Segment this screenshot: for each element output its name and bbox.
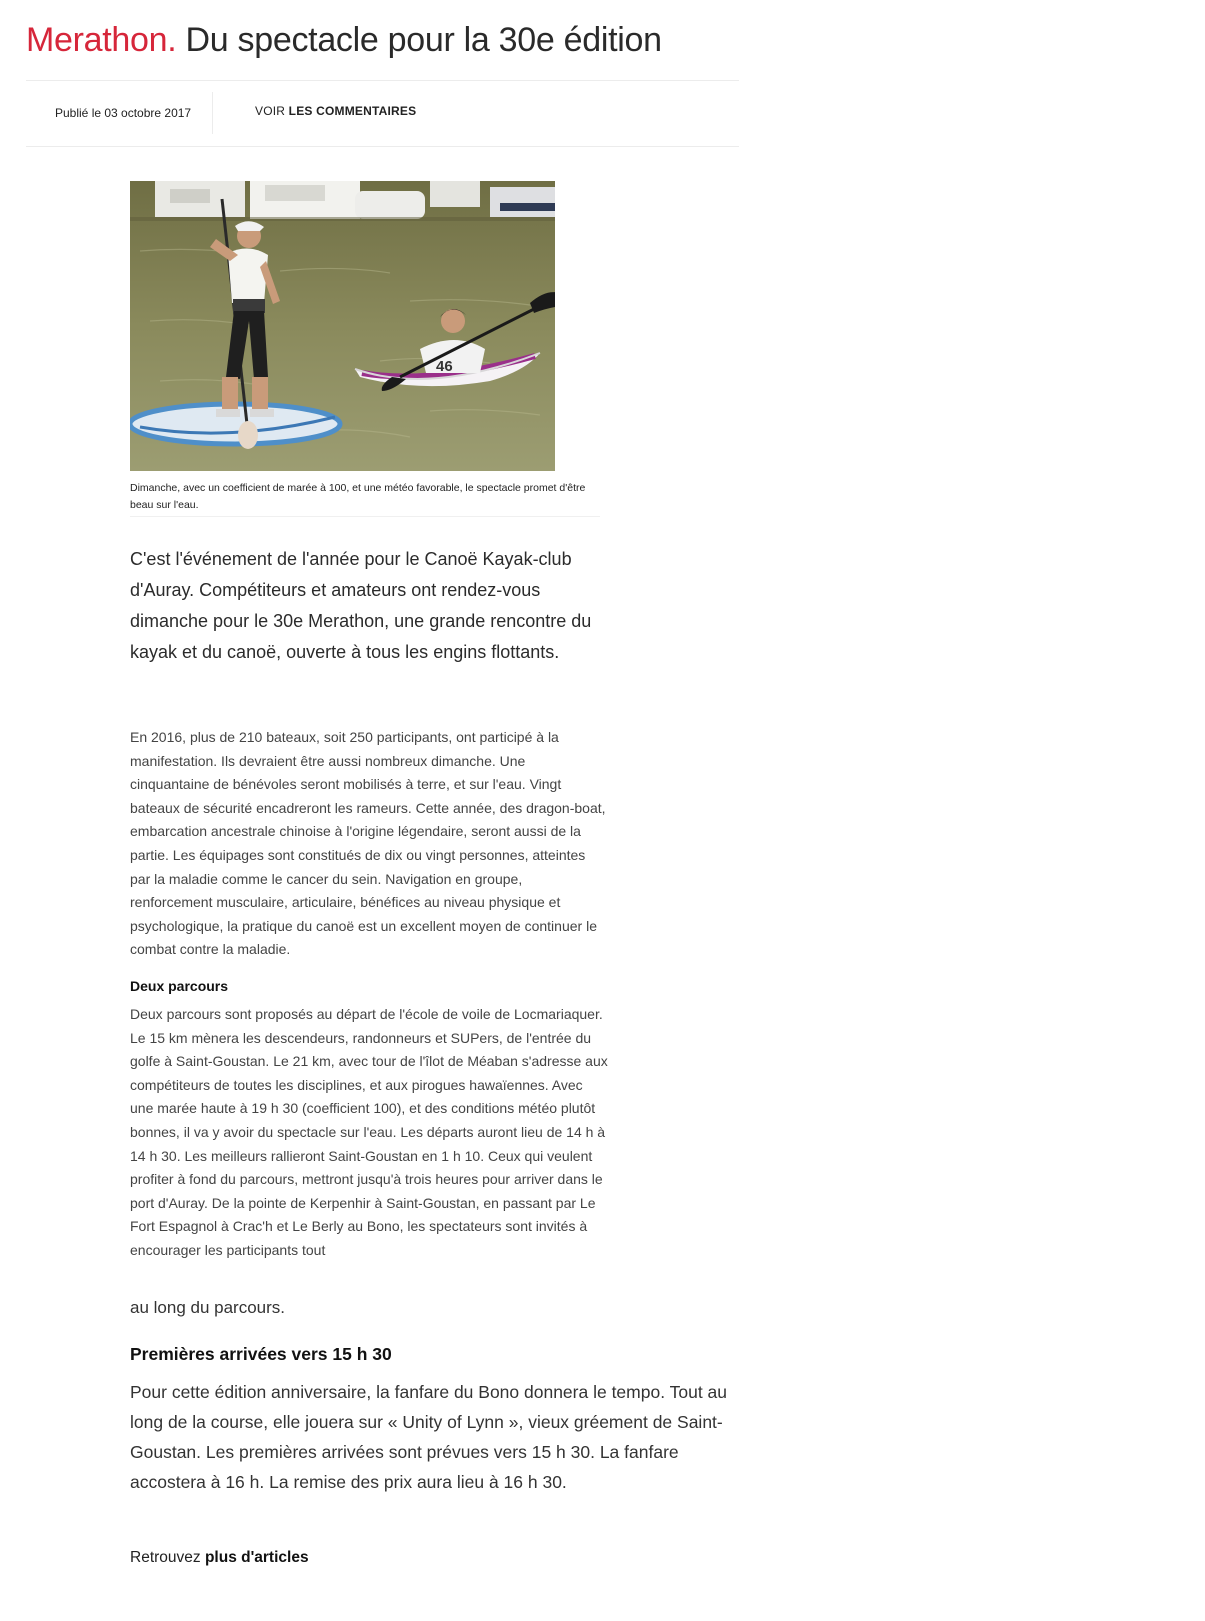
more-articles: [130, 1549, 309, 1567]
subheading-premieres-arrivees: Premières arrivées vers 15 h 30: [130, 1344, 392, 1364]
meta-separator: [212, 92, 213, 134]
subheading-deux-parcours: Deux parcours: [130, 978, 229, 994]
publish-date: Publié le 03 octobre 2017: [55, 106, 192, 120]
view-comments-link[interactable]: [255, 104, 416, 118]
comments-prefix: VOIR: [255, 104, 289, 118]
kayak-bib-number: 46: [436, 358, 453, 375]
body-paragraph-3: Pour cette édition anniversaire, la fanfare du Bono donnera le tempo. Tout au long de la course, elle jouera sur « Unity of Lynn », vieux gréement de Saint-Goustan. Les premières arrivées sont prévues vers 15 h 30. La fanfare accostera à 16 h. La remise des prix aura lieu à 16 h 30.: [130, 1382, 728, 1492]
comments-label: LES COMMENTAIRES: [288, 104, 417, 118]
meta-divider-top: [26, 80, 739, 81]
photo-caption: Dimanche, avec un coefficient de marée à 100, et une météo favorable, le spectacle promet d'être beau sur l'eau.: [130, 482, 586, 511]
article-photo: [130, 181, 555, 471]
title-kicker: Merathon.: [26, 21, 177, 59]
body-paragraph-1: En 2016, plus de 210 bateaux, soit 250 participants, ont participé à la manifestation. Ils devraient être aussi nombreux dimanche. Une cinquantaine de bénévoles seront mobilisés à terre, et sur l'eau. Vingt bateaux de sécurité encadreront les rameurs. Cette année, des dragon-boat, embarcation ancestrale chinoise à l'origine légendaire, seront aussi de la partie. Les équipages sont constitués de dix ou vingt personnes, atteintes par la maladie comme le cancer du sein. Navigation en groupe, renforcement musculaire, articulaire, bénéfices au niveau physique et psychologique, la pratique du canoë est un excellent moyen de continuer le combat contre la maladie.: [130, 729, 606, 958]
article-lead: C'est l'événement de l'année pour le Canoë Kayak-club d'Auray. Compétiteurs et amateurs ont rendez-vous dimanche pour le 30e Merathon, une grande rencontre du kayak et du canoë, ouverte à tous les engins flottants.: [130, 549, 592, 662]
more-articles-link[interactable]: plus d'articles: [204, 1549, 309, 1566]
title-text: Du spectacle pour la 30e édition: [185, 21, 662, 59]
article-title: [26, 18, 662, 62]
body-paragraph-2: Deux parcours sont proposés au départ de l'école de voile de Locmariaquer. Le 15 km mènera les descendeurs, randonneurs et SUPers, de l'entrée du golfe à Saint-Goustan. Le 21 km, avec tour de l'îlot de Méaban s'adresse aux compétiteurs de toutes les disciplines, et aux pirogues hawaïennes. Avec une marée haute à 19 h 30 (coefficient 100), et des conditions météo plutôt bonnes, il va y avoir du spectacle sur l'eau. Les départs auront lieu de 14 h à 14 h 30. Les meilleurs rallieront Saint-Goustan en 1 h 10. Ceux qui veulent profiter à fond du parcours, mettront jusqu'à trois heures pour arriver dans le port d'Auray. De la pointe de Kerpenhir à Saint-Goustan, en passant par Le Fort Espagnol à Crac'h et Le Berly au Bono, les spectateurs sont invités à encourager les participants tout: [130, 1006, 608, 1258]
more-prefix: Retrouvez: [130, 1549, 205, 1566]
photo-illustration: [130, 181, 555, 471]
body-paragraph-2-end: au long du parcours.: [130, 1298, 285, 1317]
caption-divider: [130, 516, 600, 517]
meta-divider-bottom: [26, 146, 739, 147]
